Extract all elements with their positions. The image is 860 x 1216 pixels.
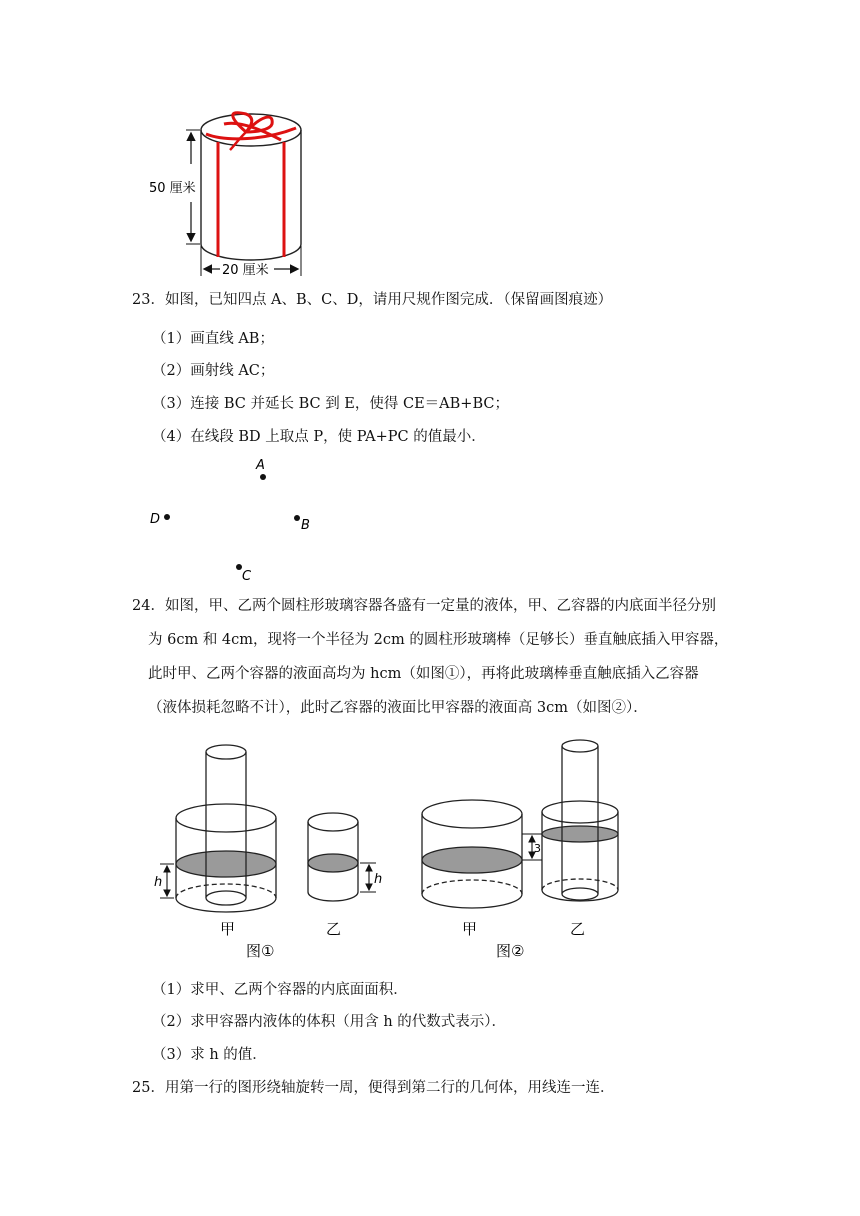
h-label-2: h: [374, 872, 383, 887]
point-c-label: C: [242, 569, 252, 584]
point-b-label: B: [301, 518, 310, 533]
width-label: 20 厘米: [222, 263, 269, 278]
height-label: 50 厘米: [149, 181, 196, 196]
jia-label-1: 甲: [220, 920, 236, 938]
points-figure: [146, 455, 316, 585]
q24-stem-line-3: 此时甲、乙两个容器的液面高均为 hcm（如图①），再将此玻璃棒垂直触底插入乙容器: [148, 666, 699, 682]
caption-fig1: 图①: [246, 942, 275, 960]
q23-item-4: （4）在线段 BD 上取点 P，使 PA+PC 的值最小．: [152, 429, 486, 445]
h-label-1: h: [154, 875, 163, 890]
q25-stem: 25．用第一行的图形绕轴旋转一周，便得到第二行的几何体，用线连一连．: [132, 1080, 615, 1096]
caption-fig2: 图②: [496, 942, 525, 960]
q24-item-1: （1）求甲、乙两个容器的内底面面积．: [152, 982, 408, 998]
q23-item-1: （1）画直线 AB；: [152, 331, 274, 347]
q23-stem: 23．如图，已知四点 A、B、C、D，请用尺规作图完成．（保留画图痕迹）: [132, 292, 613, 308]
q24-item-3: （3）求 h 的值．: [152, 1047, 267, 1063]
q24-stem-line-1: 24．如图，甲、乙两个圆柱形玻璃容器各盛有一定量的液体，甲、乙容器的内底面半径分别: [132, 598, 716, 614]
q24-item-2: （2）求甲容器内液体的体积（用含 h 的代数式表示）．: [152, 1014, 507, 1030]
jia-label-2: 甲: [462, 920, 478, 938]
three-label: 3: [534, 842, 541, 855]
containers-figure: [150, 732, 625, 964]
point-a-label: A: [256, 458, 265, 473]
q24-stem-line-2: 为 6cm 和 4cm，现将一个半径为 2cm 的圆柱形玻璃棒（足够长）垂直触底插入甲容器，: [148, 632, 729, 648]
q24-stem-line-4: （液体损耗忽略不计），此时乙容器的液面比甲容器的液面高 3cm（如图②）．: [148, 700, 648, 716]
point-d-label: D: [150, 512, 161, 527]
q23-item-2: （2）画射线 AC；: [152, 363, 275, 379]
yi-label-1: 乙: [326, 920, 342, 938]
yi-label-2: 乙: [570, 920, 586, 938]
q23-item-3: （3）连接 BC 并延长 BC 到 E，使得 CE＝AB+BC；: [152, 396, 509, 412]
gift-cylinder-figure: [146, 104, 316, 280]
